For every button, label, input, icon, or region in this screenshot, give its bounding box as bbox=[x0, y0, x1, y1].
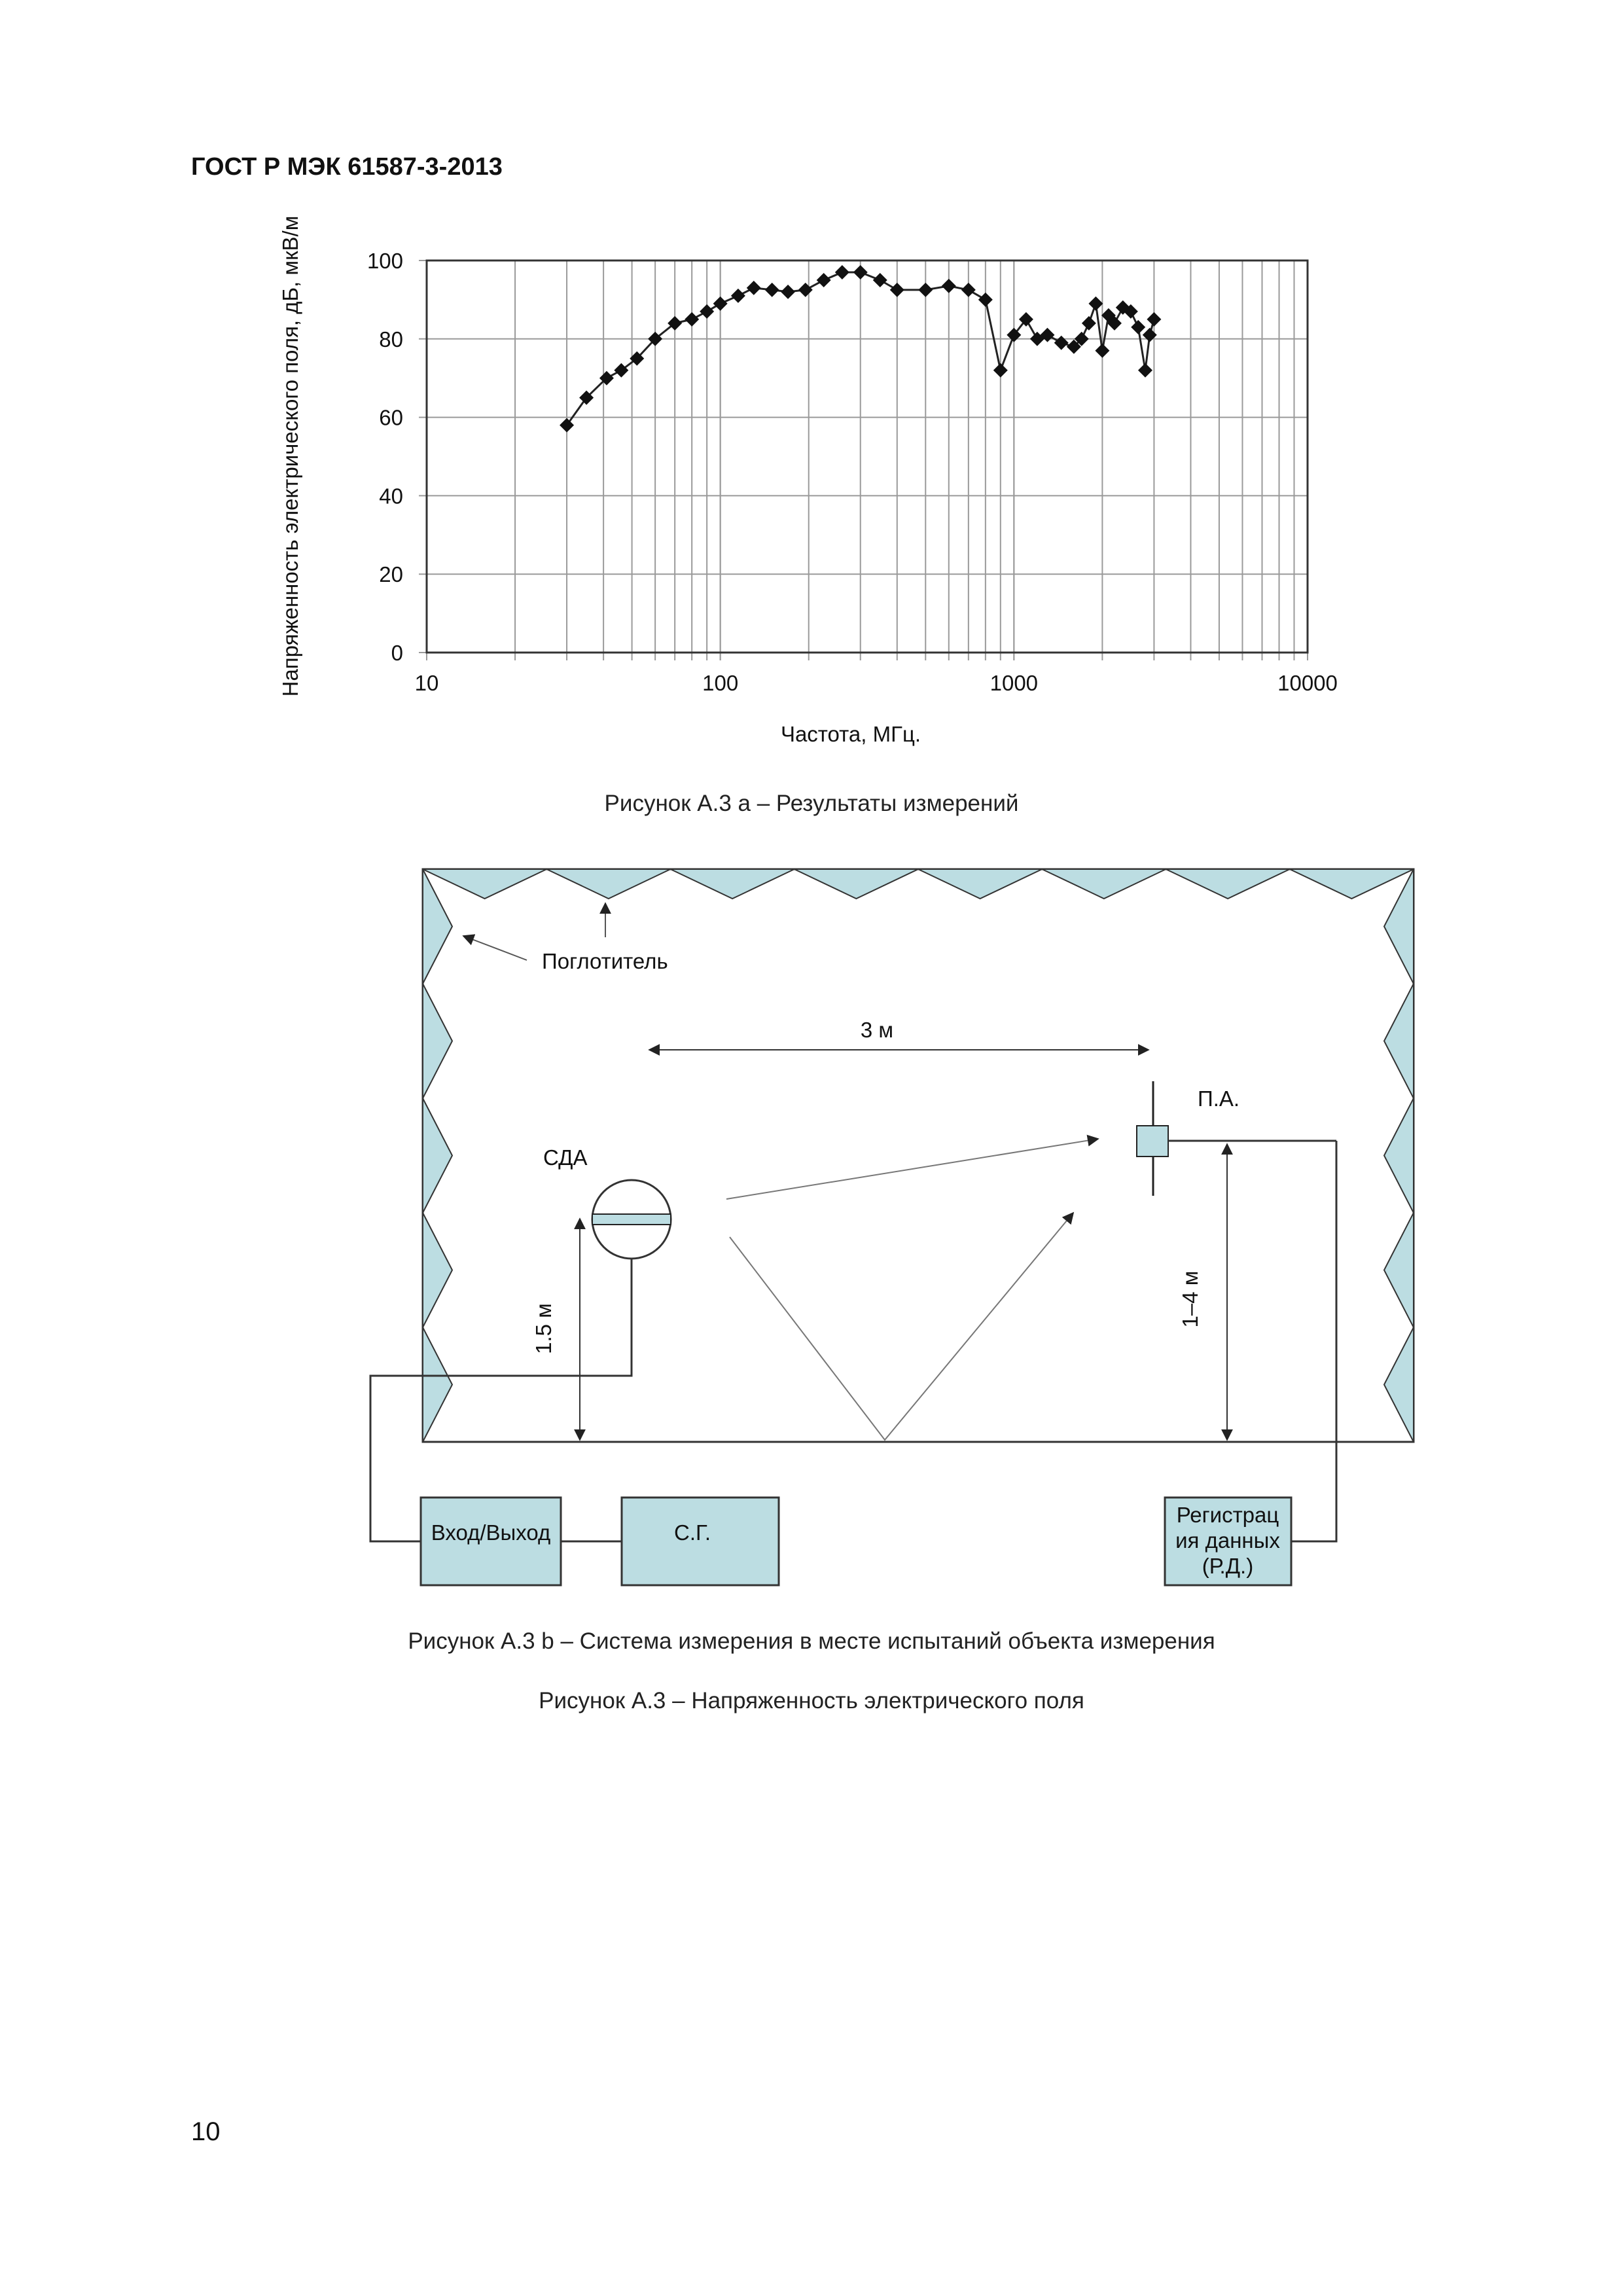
reflected-wave-path bbox=[730, 1213, 1073, 1440]
absorber-cone bbox=[423, 984, 452, 1098]
absorber-cone bbox=[1166, 869, 1290, 899]
x-tick-label: 10000 bbox=[1277, 671, 1338, 695]
transmit-antenna-cable bbox=[423, 1259, 632, 1376]
height-tx-label: 1.5 м bbox=[531, 1303, 556, 1354]
absorber-cone bbox=[1384, 1327, 1414, 1442]
caption-fig-a: Рисунок А.3 а – Результаты измерений bbox=[604, 791, 1019, 816]
transmit-antenna-label: СДА bbox=[543, 1145, 588, 1170]
data-recorder-label-line1: Регистрац bbox=[1176, 1503, 1279, 1527]
y-tick-label: 60 bbox=[379, 405, 403, 430]
absorber-pointer-left bbox=[463, 936, 527, 960]
x-tick-label: 10 bbox=[414, 671, 439, 695]
x-axis-label: Частота, МГц. bbox=[780, 722, 921, 746]
caption-fig-total: Рисунок А.3 – Напряженность электрического поля bbox=[539, 1688, 1084, 1713]
absorber-cone bbox=[1384, 984, 1414, 1098]
absorber-cone bbox=[1290, 869, 1414, 899]
absorber-cone bbox=[423, 1213, 452, 1327]
absorber-cone bbox=[423, 1098, 452, 1213]
y-tick-label: 0 bbox=[391, 641, 403, 665]
y-tick-label: 80 bbox=[379, 327, 403, 351]
y-tick-label: 100 bbox=[366, 249, 403, 273]
signal-generator-label: С.Г. bbox=[673, 1520, 711, 1545]
data-recorder-label-line3: (Р.Д.) bbox=[1202, 1554, 1254, 1578]
direct-wave-path bbox=[726, 1139, 1098, 1199]
absorber-cone bbox=[423, 1327, 452, 1442]
receiver-antenna-box bbox=[1137, 1126, 1168, 1157]
x-tick-label: 100 bbox=[702, 671, 739, 695]
io-box-label: Вход/Выход bbox=[431, 1520, 551, 1545]
cable-to-recorder bbox=[1291, 1141, 1336, 1541]
page-number: 10 bbox=[191, 2117, 221, 2146]
absorber-cone bbox=[1384, 1098, 1414, 1213]
absorber-cone bbox=[1384, 1213, 1414, 1327]
cable-to-io bbox=[370, 1376, 423, 1541]
height-rx-label: 1–4 м bbox=[1178, 1270, 1202, 1328]
y-tick-label: 40 bbox=[379, 484, 403, 509]
caption-fig-b: Рисунок А.3 b – Система измерения в месте испытаний объекта измерения bbox=[408, 1628, 1215, 1654]
absorber-cone bbox=[671, 869, 794, 899]
y-tick-label: 20 bbox=[379, 562, 403, 587]
transmit-antenna-element bbox=[592, 1214, 671, 1225]
y-axis-label: Напряженность электрического поля, дБ, мкВ/м bbox=[278, 215, 302, 697]
data-recorder-label-line2: ия данных bbox=[1175, 1528, 1280, 1552]
absorber-cone bbox=[1042, 869, 1166, 899]
absorber-label: Поглотитель bbox=[542, 949, 668, 973]
receiver-antenna-label: П.А. bbox=[1198, 1086, 1240, 1111]
distance-label: 3 м bbox=[860, 1018, 894, 1042]
absorber-cone bbox=[546, 869, 670, 899]
absorber-cone bbox=[423, 869, 546, 899]
absorber-cone bbox=[794, 869, 918, 899]
document-header: ГОСТ Р МЭК 61587-3-2013 bbox=[191, 153, 503, 181]
absorber-cone bbox=[423, 869, 452, 984]
absorber-cone bbox=[1384, 869, 1414, 984]
absorber-cone bbox=[918, 869, 1042, 899]
x-tick-label: 1000 bbox=[990, 671, 1039, 695]
